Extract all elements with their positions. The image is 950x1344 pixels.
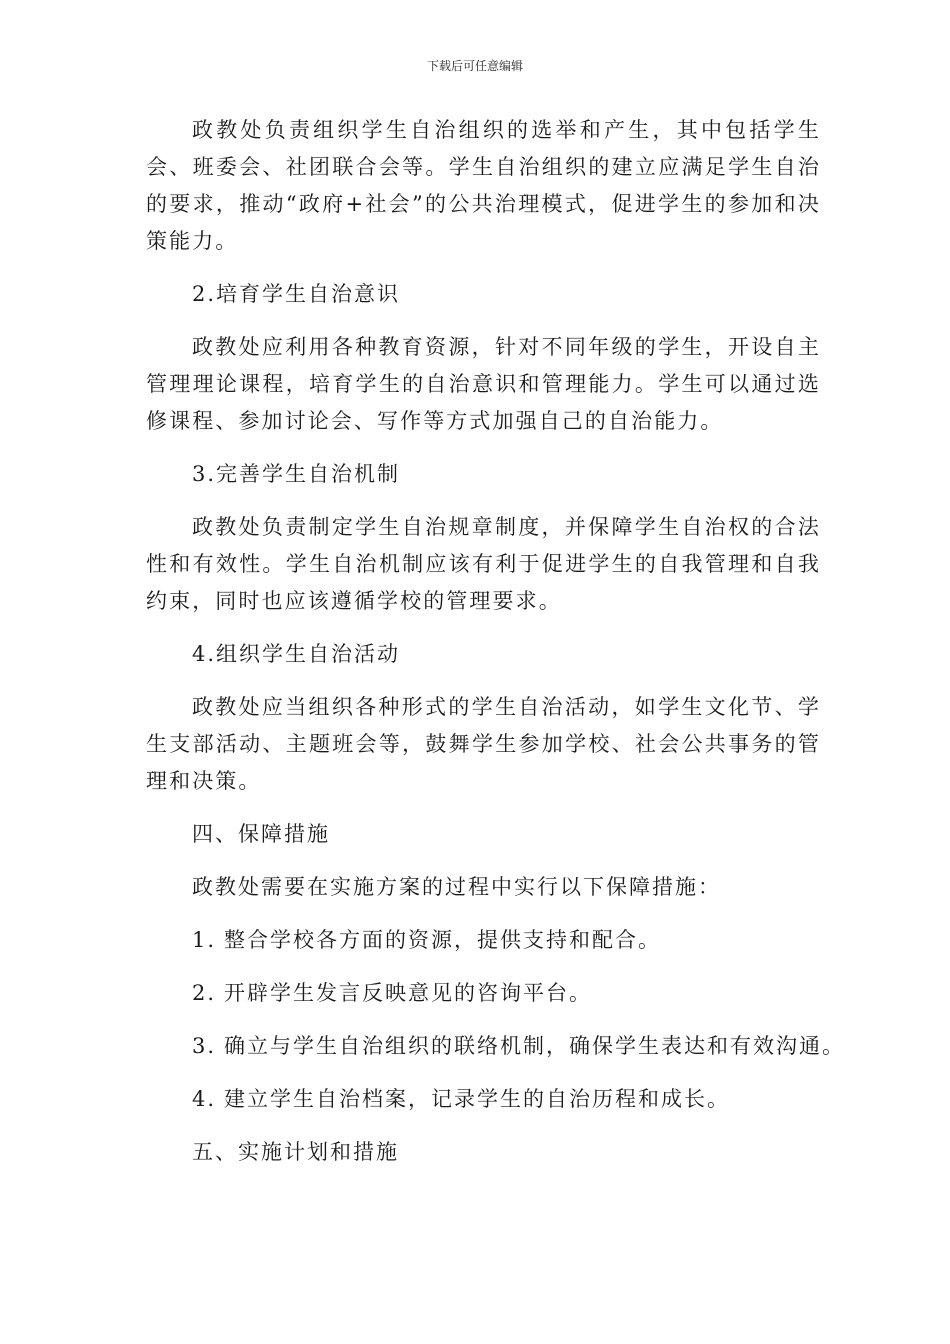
list-item-number: 2. — [192, 981, 217, 1005]
list-item-number: 3. — [192, 1034, 217, 1058]
paragraph-cultivate-awareness: 政教处应利用各种教育资源，针对不同年级的学生，开设自主管理理论课程，培育学生的自治意识和管理能力。学生可以通过选修课程、参加讨论会、写作等方式加强自己的自治能力。 — [146, 335, 821, 433]
paragraph-organize-activities: 政教处应当组织各种形式的学生自治活动，如学生文化节、学生支部活动、主题班会等，鼓舞学生参加学校、社会公共事务的管理和决策。 — [146, 695, 821, 793]
paragraph-student-organization-election: 政教处负责组织学生自治组织的选举和产生，其中包括学生会、班委会、社团联合会等。学生自治组织的建立应满足学生自治的要求，推动“政府+社会”的公共治理模式，促进学生的参加和决策能力。 — [146, 118, 821, 253]
section-title-safeguards: 四、保障措施 — [192, 822, 330, 846]
list-item-text: 开辟学生发言反映意见的咨询平台。 — [224, 981, 592, 1005]
list-item-text: 建立学生自治档案，记录学生的自治历程和成长。 — [224, 1087, 730, 1111]
heading-organize-activities: 4.组织学生自治活动 — [192, 642, 401, 666]
list-item — [192, 922, 821, 959]
list-item — [192, 975, 821, 1012]
list-item-text: 确立与学生自治组织的联络机制，确保学生表达和有效沟通。 — [224, 1034, 845, 1058]
heading-improve-mechanism: 3.完善学生自治机制 — [192, 462, 401, 486]
section-title-implementation-plan: 五、实施计划和措施 — [192, 1140, 399, 1164]
heading-cultivate-awareness: 2.培育学生自治意识 — [192, 282, 401, 306]
list-item-number: 4. — [192, 1087, 217, 1111]
list-item — [192, 1028, 845, 1065]
list-item-text: 整合学校各方面的资源，提供支持和配合。 — [224, 928, 661, 952]
list-item-number: 1. — [192, 928, 217, 952]
safeguards-intro: 政教处需要在实施方案的过程中实行以下保障措施： — [192, 875, 721, 899]
list-item — [192, 1081, 821, 1118]
page-header-note: 下载后可任意编辑 — [426, 59, 523, 73]
document-body — [146, 112, 845, 1187]
paragraph-improve-mechanism: 政教处负责制定学生自治规章制度，并保障学生自治权的合法性和有效性。学生自治机制应该有利于促进学生的自我管理和自我约束，同时也应该遵循学校的管理要求。 — [146, 515, 821, 613]
